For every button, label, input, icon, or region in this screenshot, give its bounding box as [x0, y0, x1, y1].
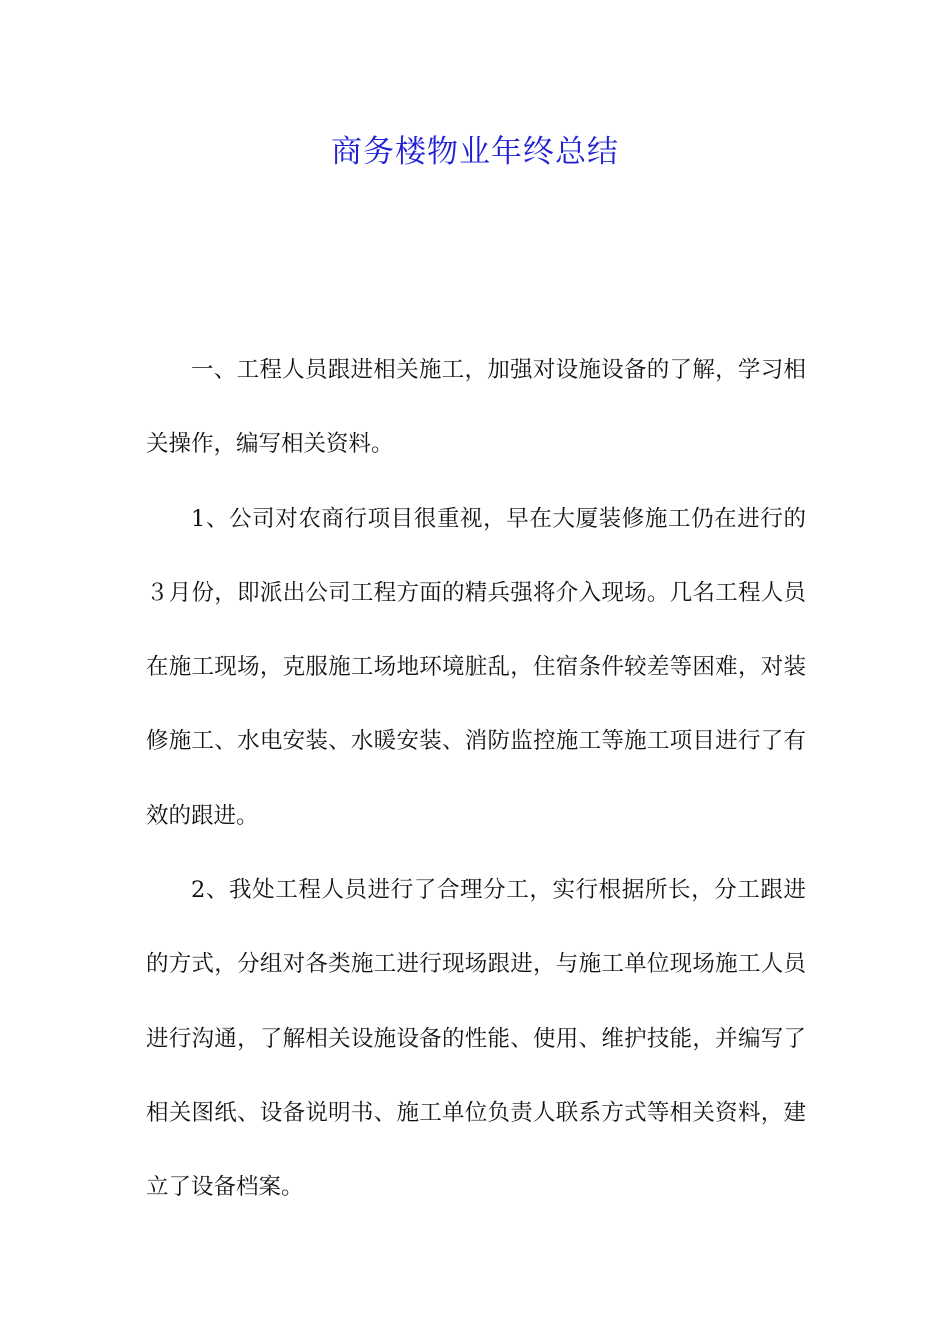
document-body: [146, 333, 806, 1225]
paragraph-section-one: 一、工程人员跟进相关施工，加强对设施设备的了解，学习相关操作，编写相关资料。: [146, 357, 806, 458]
paragraph-item-2: 2、我处工程人员进行了合理分工，实行根据所长，分工跟进的方式，分组对各类施工进行现场跟进，与施工单位现场施工人员进行沟通，了解相关设施设备的性能、使用、维护技能，并编写了相关图纸、设备说明书、施工单位负责人联系方式等相关资料，建立了设备档案。: [146, 877, 806, 1201]
paragraph-item-1: 1、公司对农商行项目很重视，早在大厦装修施工仍在进行的３月份，即派出公司工程方面的精兵强将介入现场。几名工程人员在施工现场，克服施工场地环境脏乱，住宿条件较差等困难，对装修施工、水电安装、水暖安装、消防监控施工等施工项目进行了有效的跟进。: [146, 505, 806, 829]
document-title: 商务楼物业年终总结: [331, 134, 619, 170]
